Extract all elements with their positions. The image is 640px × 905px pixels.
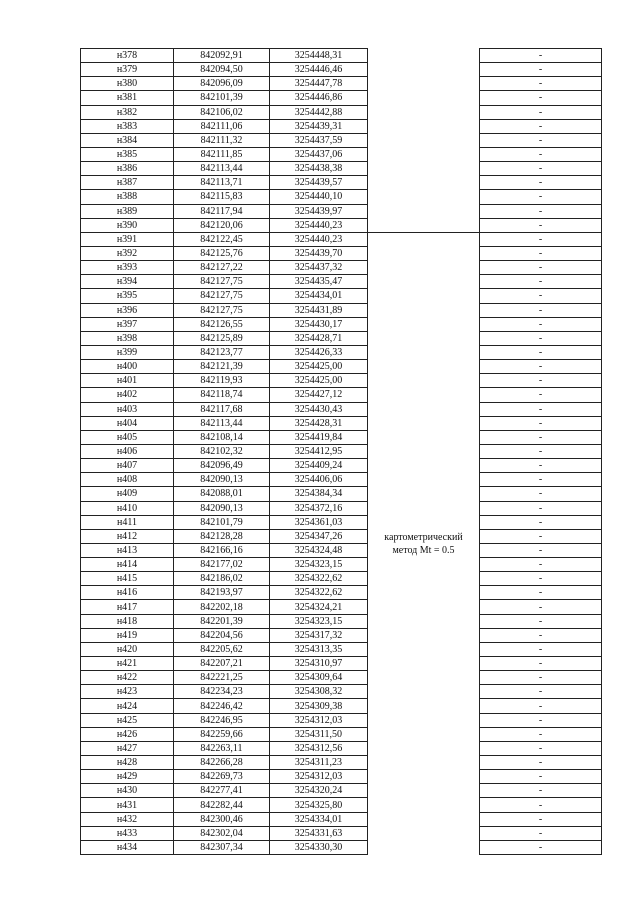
point-id-cell: н423 [81,685,174,699]
note-cell: - [480,190,602,204]
table-row [81,529,602,543]
table-row [81,628,602,642]
x-coordinate-cell: 842117,94 [174,204,270,218]
point-id-cell: н388 [81,190,174,204]
y-coordinate-cell: 3254439,97 [270,204,368,218]
x-coordinate-cell: 842111,85 [174,147,270,161]
x-coordinate-cell: 842177,02 [174,558,270,572]
y-coordinate-cell: 3254331,63 [270,826,368,840]
x-coordinate-cell: 842122,45 [174,232,270,246]
y-coordinate-cell: 3254311,50 [270,727,368,741]
table-row [81,105,602,119]
note-cell: - [480,798,602,812]
point-id-cell: н401 [81,374,174,388]
point-id-cell: н406 [81,444,174,458]
x-coordinate-cell: 842101,39 [174,91,270,105]
table-row [81,416,602,430]
table-row [81,459,602,473]
point-id-cell: н383 [81,119,174,133]
note-cell: - [480,756,602,770]
y-coordinate-cell: 3254313,35 [270,642,368,656]
point-id-cell: н413 [81,543,174,557]
note-cell: - [480,133,602,147]
note-cell: - [480,218,602,232]
y-coordinate-cell: 3254427,12 [270,388,368,402]
table-row [81,713,602,727]
y-coordinate-cell: 3254439,31 [270,119,368,133]
y-coordinate-cell: 3254322,62 [270,572,368,586]
note-cell: - [480,784,602,798]
table-row [81,572,602,586]
table-row [81,614,602,628]
note-cell: - [480,374,602,388]
table-row [81,487,602,501]
y-coordinate-cell: 3254320,24 [270,784,368,798]
table-row [81,232,602,246]
x-coordinate-cell: 842123,77 [174,345,270,359]
table-row [81,770,602,784]
point-id-cell: н395 [81,289,174,303]
table-row [81,430,602,444]
y-coordinate-cell: 3254419,84 [270,430,368,444]
table-row [81,77,602,91]
table-row [81,543,602,557]
table-row [81,289,602,303]
x-coordinate-cell: 842166,16 [174,543,270,557]
point-id-cell: н424 [81,699,174,713]
y-coordinate-cell: 3254347,26 [270,529,368,543]
y-coordinate-cell: 3254409,24 [270,459,368,473]
note-cell: - [480,204,602,218]
note-cell: - [480,543,602,557]
method-cell-upper [368,49,480,233]
x-coordinate-cell: 842128,28 [174,529,270,543]
note-cell: - [480,657,602,671]
x-coordinate-cell: 842300,46 [174,812,270,826]
note-cell: - [480,430,602,444]
x-coordinate-cell: 842259,66 [174,727,270,741]
point-id-cell: н407 [81,459,174,473]
x-coordinate-cell: 842127,75 [174,289,270,303]
x-coordinate-cell: 842118,74 [174,388,270,402]
y-coordinate-cell: 3254426,33 [270,345,368,359]
y-coordinate-cell: 3254372,16 [270,501,368,515]
table-row [81,317,602,331]
table-row [81,133,602,147]
note-cell: - [480,63,602,77]
y-coordinate-cell: 3254442,88 [270,105,368,119]
note-cell: - [480,388,602,402]
note-cell: - [480,840,602,854]
y-coordinate-cell: 3254361,03 [270,515,368,529]
x-coordinate-cell: 842119,93 [174,374,270,388]
point-id-cell: н431 [81,798,174,812]
x-coordinate-cell: 842092,91 [174,49,270,63]
y-coordinate-cell: 3254440,23 [270,232,368,246]
point-id-cell: н425 [81,713,174,727]
y-coordinate-cell: 3254425,00 [270,360,368,374]
table-row [81,49,602,63]
table-row [81,727,602,741]
note-cell: - [480,176,602,190]
y-coordinate-cell: 3254330,30 [270,840,368,854]
note-cell: - [480,826,602,840]
table-row [81,826,602,840]
x-coordinate-cell: 842090,13 [174,501,270,515]
table-row [81,402,602,416]
note-cell: - [480,49,602,63]
y-coordinate-cell: 3254312,03 [270,770,368,784]
y-coordinate-cell: 3254406,06 [270,473,368,487]
note-cell: - [480,416,602,430]
table-row [81,699,602,713]
note-cell: - [480,345,602,359]
x-coordinate-cell: 842096,09 [174,77,270,91]
x-coordinate-cell: 842120,06 [174,218,270,232]
point-id-cell: н384 [81,133,174,147]
coordinates-table-body [81,49,602,855]
table-row [81,303,602,317]
point-id-cell: н380 [81,77,174,91]
point-id-cell: н399 [81,345,174,359]
point-id-cell: н421 [81,657,174,671]
y-coordinate-cell: 3254447,78 [270,77,368,91]
point-id-cell: н433 [81,826,174,840]
point-id-cell: н385 [81,147,174,161]
x-coordinate-cell: 842088,01 [174,487,270,501]
note-cell: - [480,289,602,303]
x-coordinate-cell: 842125,89 [174,331,270,345]
x-coordinate-cell: 842113,71 [174,176,270,190]
note-cell: - [480,331,602,345]
point-id-cell: н408 [81,473,174,487]
y-coordinate-cell: 3254437,59 [270,133,368,147]
note-cell: - [480,232,602,246]
y-coordinate-cell: 3254440,23 [270,218,368,232]
x-coordinate-cell: 842246,42 [174,699,270,713]
y-coordinate-cell: 3254308,32 [270,685,368,699]
point-id-cell: н379 [81,63,174,77]
table-row [81,275,602,289]
x-coordinate-cell: 842108,14 [174,430,270,444]
point-id-cell: н428 [81,756,174,770]
note-cell: - [480,246,602,260]
x-coordinate-cell: 842106,02 [174,105,270,119]
y-coordinate-cell: 3254425,00 [270,374,368,388]
x-coordinate-cell: 842111,32 [174,133,270,147]
x-coordinate-cell: 842113,44 [174,162,270,176]
note-cell: - [480,741,602,755]
note-cell: - [480,671,602,685]
table-row [81,741,602,755]
point-id-cell: н426 [81,727,174,741]
method-cell [368,232,480,854]
x-coordinate-cell: 842193,97 [174,586,270,600]
point-id-cell: н429 [81,770,174,784]
note-cell: - [480,473,602,487]
note-cell: - [480,713,602,727]
table-row [81,119,602,133]
point-id-cell: н410 [81,501,174,515]
note-cell: - [480,614,602,628]
x-coordinate-cell: 842127,75 [174,303,270,317]
note-cell: - [480,162,602,176]
x-coordinate-cell: 842125,76 [174,246,270,260]
x-coordinate-cell: 842205,62 [174,642,270,656]
x-coordinate-cell: 842204,56 [174,628,270,642]
note-cell: - [480,105,602,119]
note-cell: - [480,727,602,741]
x-coordinate-cell: 842201,39 [174,614,270,628]
y-coordinate-cell: 3254317,32 [270,628,368,642]
note-cell: - [480,812,602,826]
y-coordinate-cell: 3254322,62 [270,586,368,600]
table-row [81,374,602,388]
point-id-cell: н393 [81,261,174,275]
x-coordinate-cell: 842102,32 [174,444,270,458]
x-coordinate-cell: 842186,02 [174,572,270,586]
x-coordinate-cell: 842094,50 [174,63,270,77]
y-coordinate-cell: 3254431,89 [270,303,368,317]
point-id-cell: н381 [81,91,174,105]
y-coordinate-cell: 3254309,38 [270,699,368,713]
table-row [81,176,602,190]
y-coordinate-cell: 3254412,95 [270,444,368,458]
x-coordinate-cell: 842246,95 [174,713,270,727]
y-coordinate-cell: 3254428,31 [270,416,368,430]
y-coordinate-cell: 3254312,03 [270,713,368,727]
y-coordinate-cell: 3254437,32 [270,261,368,275]
note-cell: - [480,529,602,543]
point-id-cell: н403 [81,402,174,416]
table-row [81,63,602,77]
y-coordinate-cell: 3254430,17 [270,317,368,331]
y-coordinate-cell: 3254384,34 [270,487,368,501]
x-coordinate-cell: 842263,11 [174,741,270,755]
x-coordinate-cell: 842207,21 [174,657,270,671]
y-coordinate-cell: 3254324,48 [270,543,368,557]
point-id-cell: н398 [81,331,174,345]
coordinates-table-page [80,48,601,855]
point-id-cell: н382 [81,105,174,119]
note-cell: - [480,360,602,374]
note-cell: - [480,402,602,416]
point-id-cell: н405 [81,430,174,444]
note-cell: - [480,572,602,586]
x-coordinate-cell: 842269,73 [174,770,270,784]
note-cell: - [480,501,602,515]
note-cell: - [480,515,602,529]
note-cell: - [480,91,602,105]
x-coordinate-cell: 842221,25 [174,671,270,685]
x-coordinate-cell: 842234,23 [174,685,270,699]
y-coordinate-cell: 3254448,31 [270,49,368,63]
point-id-cell: н400 [81,360,174,374]
note-cell: - [480,147,602,161]
table-row [81,91,602,105]
point-id-cell: н432 [81,812,174,826]
point-id-cell: н390 [81,218,174,232]
point-id-cell: н404 [81,416,174,430]
note-cell: - [480,444,602,458]
table-row [81,600,602,614]
x-coordinate-cell: 842277,41 [174,784,270,798]
point-id-cell: н414 [81,558,174,572]
point-id-cell: н396 [81,303,174,317]
method-accuracy: метод Mt = 0.5 [392,544,455,556]
point-id-cell: н420 [81,642,174,656]
x-coordinate-cell: 842266,28 [174,756,270,770]
point-id-cell: н391 [81,232,174,246]
table-row [81,261,602,275]
table-row [81,558,602,572]
x-coordinate-cell: 842111,06 [174,119,270,133]
note-cell: - [480,586,602,600]
x-coordinate-cell: 842096,49 [174,459,270,473]
note-cell: - [480,600,602,614]
point-id-cell: н417 [81,600,174,614]
table-row [81,501,602,515]
y-coordinate-cell: 3254323,15 [270,558,368,572]
x-coordinate-cell: 842113,44 [174,416,270,430]
table-row [81,657,602,671]
table-row [81,218,602,232]
x-coordinate-cell: 842127,22 [174,261,270,275]
table-row [81,671,602,685]
point-id-cell: н389 [81,204,174,218]
table-row [81,473,602,487]
note-cell: - [480,642,602,656]
x-coordinate-cell: 842121,39 [174,360,270,374]
y-coordinate-cell: 3254439,70 [270,246,368,260]
table-row [81,642,602,656]
point-id-cell: н419 [81,628,174,642]
x-coordinate-cell: 842126,55 [174,317,270,331]
table-row [81,331,602,345]
note-cell: - [480,77,602,91]
table-row [81,162,602,176]
y-coordinate-cell: 3254334,01 [270,812,368,826]
note-cell: - [480,558,602,572]
x-coordinate-cell: 842127,75 [174,275,270,289]
y-coordinate-cell: 3254438,38 [270,162,368,176]
point-id-cell: н386 [81,162,174,176]
table-row [81,840,602,854]
point-id-cell: н416 [81,586,174,600]
point-id-cell: н402 [81,388,174,402]
point-id-cell: н412 [81,529,174,543]
y-coordinate-cell: 3254325,80 [270,798,368,812]
point-id-cell: н422 [81,671,174,685]
x-coordinate-cell: 842117,68 [174,402,270,416]
note-cell: - [480,459,602,473]
coordinates-table [80,48,602,855]
point-id-cell: н409 [81,487,174,501]
note-cell: - [480,628,602,642]
y-coordinate-cell: 3254310,97 [270,657,368,671]
point-id-cell: н430 [81,784,174,798]
table-row [81,190,602,204]
note-cell: - [480,487,602,501]
table-row [81,784,602,798]
method-name: картометрический [384,531,463,543]
table-row [81,756,602,770]
table-row [81,204,602,218]
table-row [81,345,602,359]
x-coordinate-cell: 842090,13 [174,473,270,487]
y-coordinate-cell: 3254428,71 [270,331,368,345]
y-coordinate-cell: 3254439,57 [270,176,368,190]
y-coordinate-cell: 3254324,21 [270,600,368,614]
x-coordinate-cell: 842202,18 [174,600,270,614]
y-coordinate-cell: 3254440,10 [270,190,368,204]
table-row [81,147,602,161]
note-cell: - [480,699,602,713]
y-coordinate-cell: 3254446,86 [270,91,368,105]
note-cell: - [480,317,602,331]
x-coordinate-cell: 842307,34 [174,840,270,854]
x-coordinate-cell: 842302,04 [174,826,270,840]
y-coordinate-cell: 3254437,06 [270,147,368,161]
table-row [81,388,602,402]
y-coordinate-cell: 3254434,01 [270,289,368,303]
y-coordinate-cell: 3254446,46 [270,63,368,77]
y-coordinate-cell: 3254323,15 [270,614,368,628]
y-coordinate-cell: 3254312,56 [270,741,368,755]
note-cell: - [480,119,602,133]
note-cell: - [480,275,602,289]
point-id-cell: н411 [81,515,174,529]
note-cell: - [480,261,602,275]
table-row [81,812,602,826]
table-row [81,444,602,458]
note-cell: - [480,303,602,317]
y-coordinate-cell: 3254435,47 [270,275,368,289]
y-coordinate-cell: 3254430,43 [270,402,368,416]
table-row [81,360,602,374]
x-coordinate-cell: 842282,44 [174,798,270,812]
y-coordinate-cell: 3254309,64 [270,671,368,685]
table-row [81,798,602,812]
point-id-cell: н392 [81,246,174,260]
table-row [81,246,602,260]
point-id-cell: н397 [81,317,174,331]
point-id-cell: н427 [81,741,174,755]
table-row [81,685,602,699]
point-id-cell: н378 [81,49,174,63]
point-id-cell: н418 [81,614,174,628]
table-row [81,515,602,529]
y-coordinate-cell: 3254311,23 [270,756,368,770]
note-cell: - [480,685,602,699]
point-id-cell: н394 [81,275,174,289]
point-id-cell: н387 [81,176,174,190]
note-cell: - [480,770,602,784]
point-id-cell: н415 [81,572,174,586]
point-id-cell: н434 [81,840,174,854]
table-row [81,586,602,600]
x-coordinate-cell: 842115,83 [174,190,270,204]
x-coordinate-cell: 842101,79 [174,515,270,529]
